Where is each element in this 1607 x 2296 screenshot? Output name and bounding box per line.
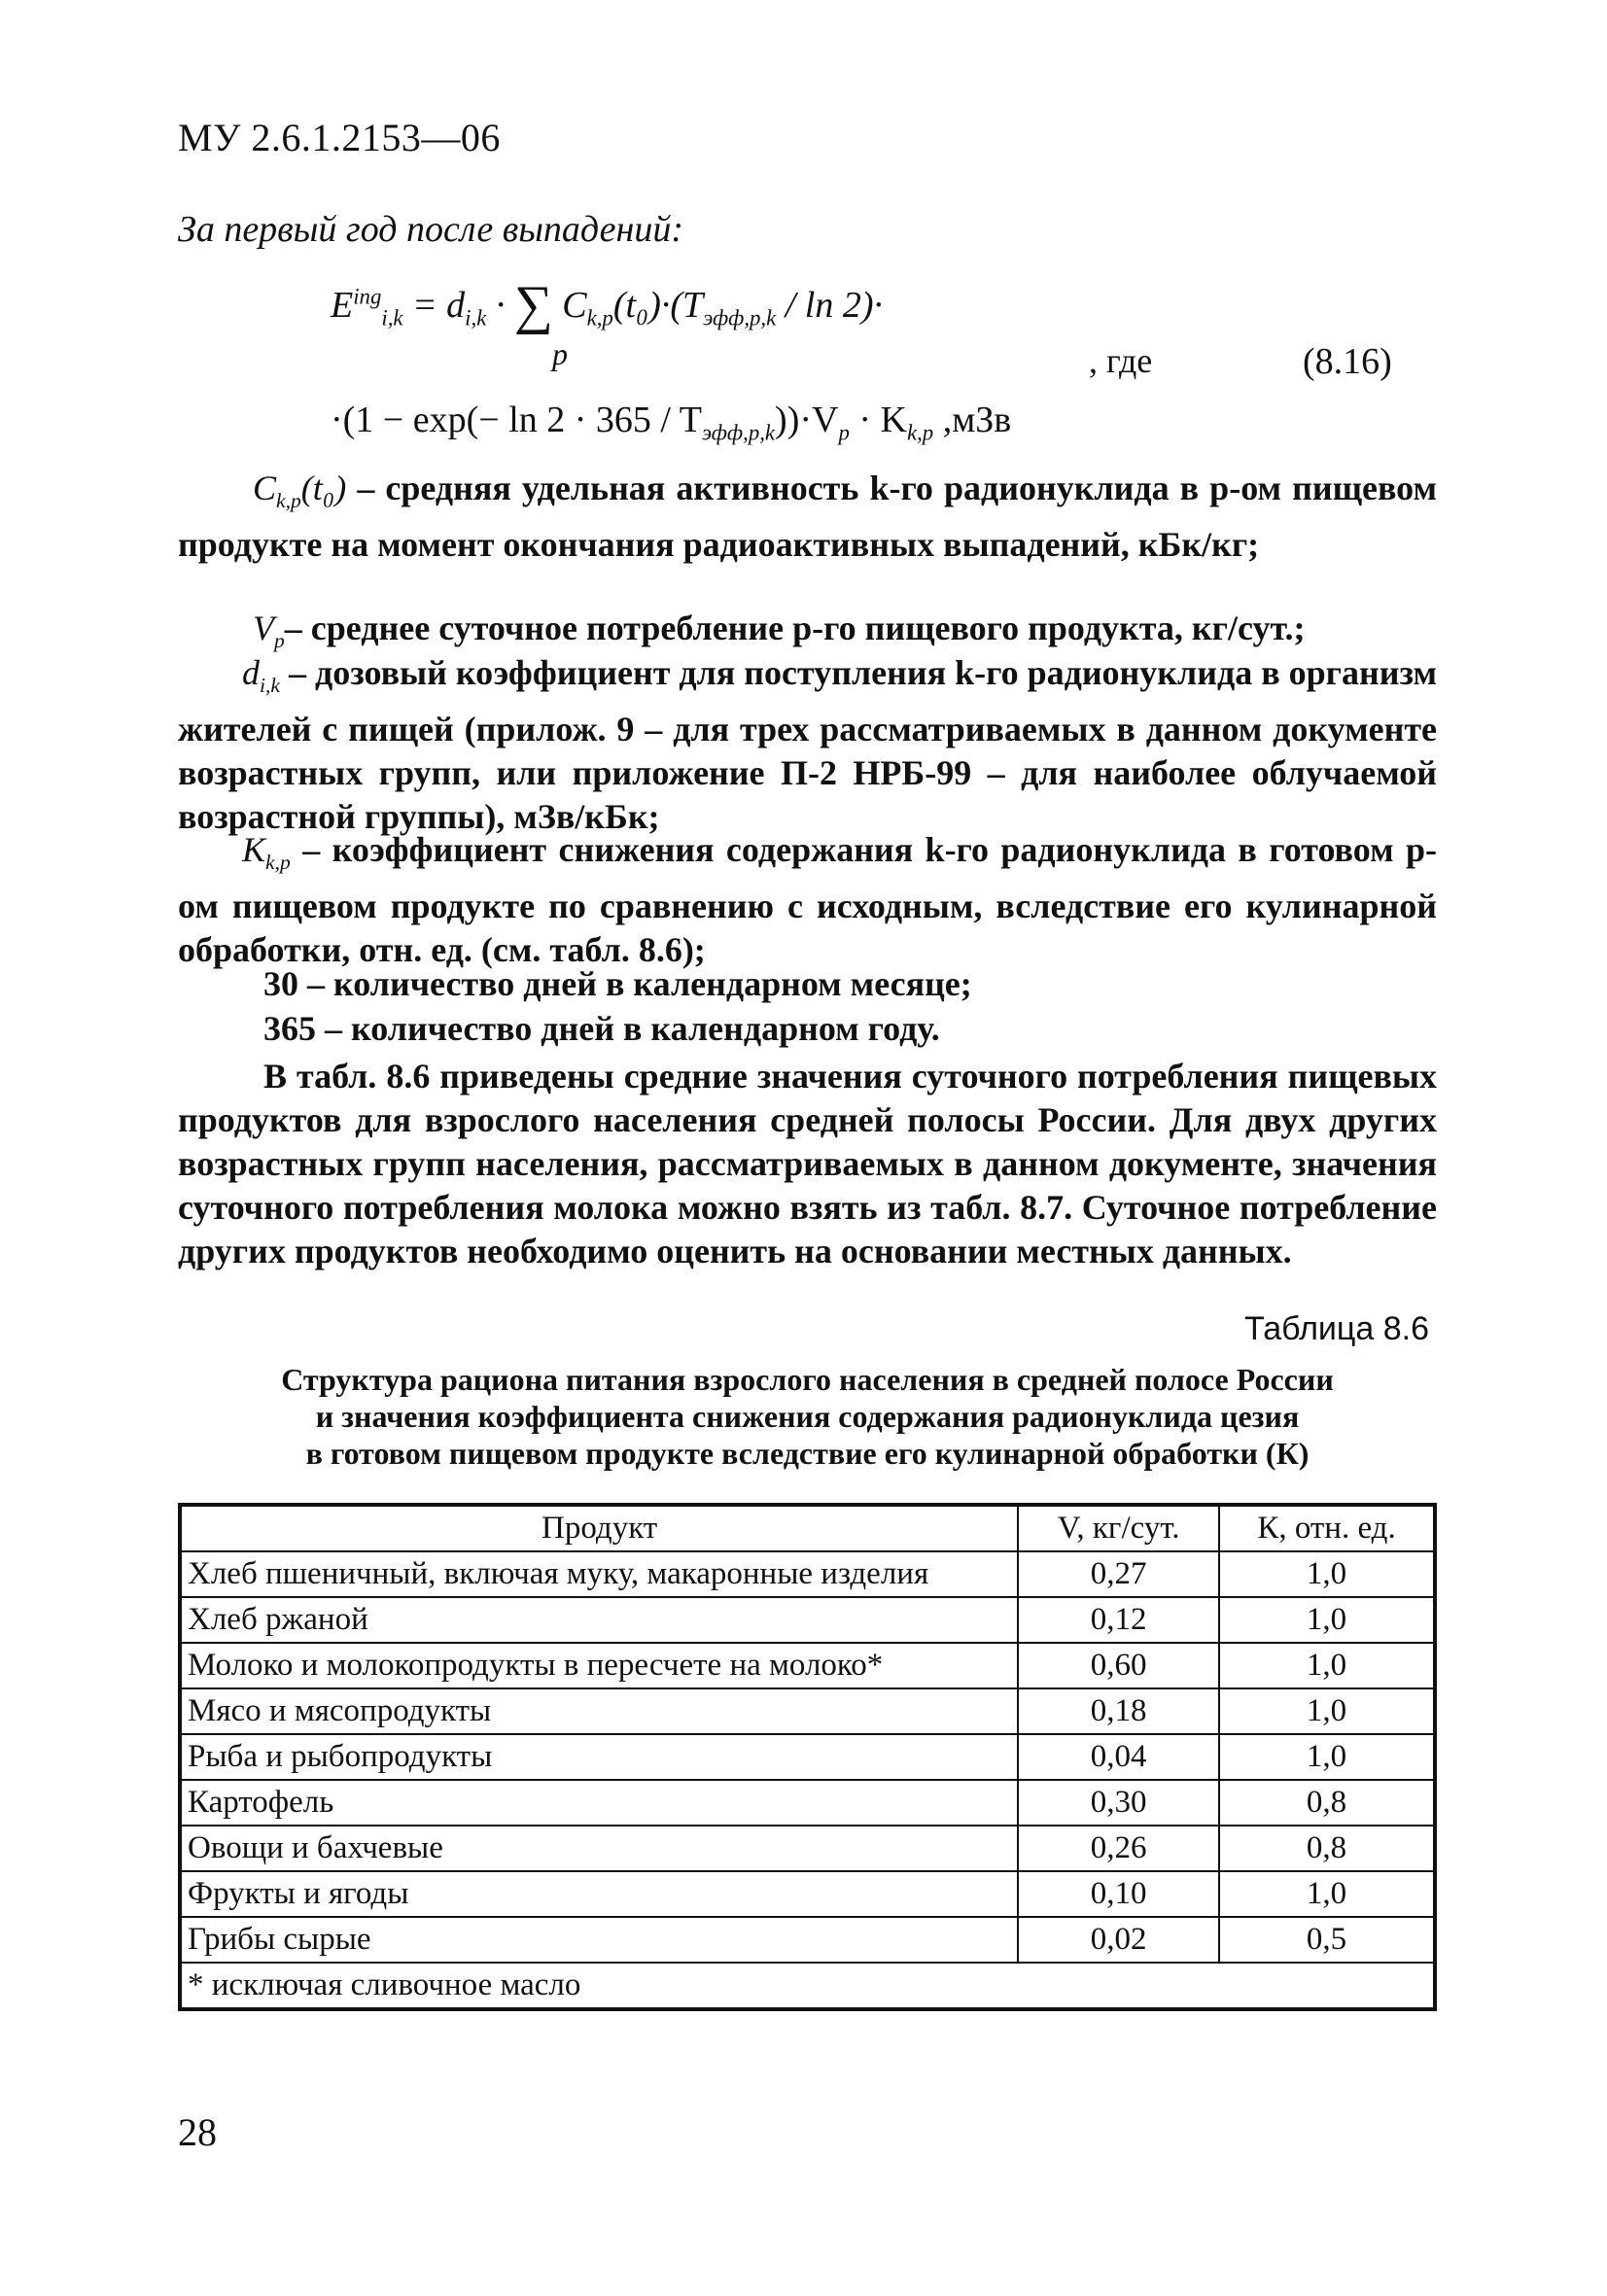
table-caption-line-1: Структура рациона питания взрослого населения в средней полосе России: [281, 1362, 1334, 1397]
formula-line2-teff-sub: эфф,p,k: [702, 420, 776, 445]
cell-product: Мясо и мясопродукты: [180, 1688, 1018, 1734]
formula-lhs-sup: ing: [353, 284, 382, 309]
formula-lhs: E: [331, 285, 354, 326]
formula-line-2: [331, 399, 1011, 446]
formula-teff-sub: эфф,p,k: [703, 305, 777, 330]
definition-k-symbol: K: [242, 830, 266, 869]
cell-k: 1,0: [1219, 1643, 1435, 1688]
cell-product: Грибы сырые: [180, 1917, 1018, 1963]
formula-v: ))·V: [775, 400, 839, 440]
note-days-month: 30 – количество дней в календарном месяце;: [263, 964, 972, 1003]
cell-v: 0,27: [1018, 1551, 1219, 1597]
cell-v: 0,60: [1018, 1643, 1219, 1688]
cell-v: 0,26: [1018, 1826, 1219, 1871]
table-row: [180, 1734, 1435, 1780]
definition-c-sub: k,p: [276, 489, 301, 513]
table-caption: [178, 1361, 1437, 1472]
cell-v: 0,18: [1018, 1688, 1219, 1734]
formula-t0: (t₀)·(T: [612, 285, 704, 326]
table-footnote: * исключая сливочное масло: [180, 1963, 1435, 2009]
table-caption-line-3: в готовом пищевом продукте вследствие его кулинарной обработки (К): [305, 1436, 1310, 1471]
table-footnote-row: [180, 1963, 1435, 2009]
definition-v-text: – среднее суточное потребление p-го пищевого продукта, кг/сут.;: [284, 609, 1306, 647]
formula-exp: ·(1 − exp(− ln 2 · 365 / T: [331, 400, 702, 440]
cell-k: 0,8: [1219, 1780, 1435, 1826]
cell-v: 0,04: [1018, 1734, 1219, 1780]
formula-ln2: / ln 2)·: [785, 285, 884, 326]
header-v: V, кг/сут.: [1018, 1505, 1219, 1551]
definition-c-text: – средняя удельная активность k-го радионуклида в p-ом пищевом продукте на момент окончания радиоактивных выпадений, кБк/кг;: [178, 469, 1437, 565]
formula-d-sub: i,k: [465, 305, 487, 330]
cell-k: 0,8: [1219, 1826, 1435, 1871]
cell-k: 1,0: [1219, 1871, 1435, 1917]
table-header-row: [180, 1505, 1435, 1551]
header-k: К, отн. ед.: [1219, 1505, 1435, 1551]
definition-d-text: – дозовый коэффициент для поступления k-го радионуклида в организм жителей с пищей (прилож. 9 – для трех рассматриваемых в данном документе возрастных групп, или приложение П-2 НРБ-99 – для наиболее облучаемой возрастной группы), мЗв/кБк;: [178, 653, 1437, 837]
formula-where: , где: [1089, 341, 1153, 380]
note-paragraph: В табл. 8.6 приведены средние значения суточного потребления пищевых продуктов для взрослого населения средней полосы России. Для двух других возрастных групп населения, рассматриваемых в данном документе, значения суточного потребления молока можно взять из табл. 8.7. Суточное потребление других продуктов необходимо оценить на основании местных данных.: [178, 1057, 1437, 1270]
cell-product: Хлеб пшеничный, включая муку, макаронные изделия: [180, 1551, 1018, 1597]
table-row: [180, 1597, 1435, 1643]
formula-k-sub: k,p: [906, 420, 934, 445]
diet-table: [178, 1503, 1437, 2011]
formula-unit: ,мЗв: [933, 400, 1012, 440]
table-row: [180, 1871, 1435, 1917]
table-caption-line-2: и значения коэффициента снижения содержания радионуклида цезия: [315, 1399, 1300, 1434]
formula-line-1: [331, 274, 883, 336]
cell-k: 0,5: [1219, 1917, 1435, 1963]
cell-product: Фрукты и ягоды: [180, 1871, 1018, 1917]
formula-k: · K: [849, 400, 907, 440]
sum-icon: ∑: [513, 275, 553, 335]
formula-number: (8.16): [1303, 341, 1392, 382]
formula-eq: = d: [412, 285, 466, 326]
page-number: 28: [178, 2110, 217, 2154]
definition-c-symbol: C: [253, 469, 277, 507]
cell-k: 1,0: [1219, 1734, 1435, 1780]
table-row: [180, 1551, 1435, 1597]
definition-v-symbol: V: [253, 609, 274, 647]
cell-product: Молоко и молокопродукты в пересчете на молоко*: [180, 1643, 1018, 1688]
cell-product: Овощи и бахчевые: [180, 1826, 1018, 1871]
cell-v: 0,12: [1018, 1597, 1219, 1643]
cell-v: 0,02: [1018, 1917, 1219, 1963]
cell-k: 1,0: [1219, 1597, 1435, 1643]
document-code: МУ 2.6.1.2153—06: [178, 116, 501, 159]
note-days-year: 365 – количество дней в календарном году.: [263, 1009, 940, 1048]
formula-v-sub: p: [838, 420, 850, 445]
definition-k-sub: k,p: [265, 851, 291, 875]
formula-c: C: [562, 285, 587, 326]
cell-product: Рыба и рыбопродукты: [180, 1734, 1018, 1780]
table-row: [180, 1917, 1435, 1963]
cell-v: 0,30: [1018, 1780, 1219, 1826]
formula-sum-index: p: [552, 336, 568, 371]
cell-product: Картофель: [180, 1780, 1018, 1826]
table-label: Таблица 8.6: [1243, 1310, 1429, 1347]
definition-k: [178, 828, 1437, 972]
definition-c-extra: (t₀): [300, 469, 347, 507]
cell-product: Хлеб ржаной: [180, 1597, 1018, 1643]
formula-dot: ·: [495, 285, 506, 326]
cell-k: 1,0: [1219, 1688, 1435, 1734]
formula-lhs-sub: i,k: [381, 305, 403, 330]
definition-k-text: – коэффициент снижения содержания k-го радионуклида в готовом p-ом пищевом продукте по сравнению с исходным, вследствие его кулинарной обработки, отн. ед. (см. табл. 8.6);: [178, 830, 1437, 970]
table-row: [180, 1780, 1435, 1826]
cell-v: 0,10: [1018, 1871, 1219, 1917]
formula-intro: За первый год после выпадений:: [178, 209, 683, 250]
definition-d-sub: i,k: [260, 674, 280, 698]
definition-c: [178, 467, 1437, 567]
definition-d-symbol: d: [242, 653, 260, 692]
definition-v-sub: p: [274, 629, 285, 653]
cell-k: 1,0: [1219, 1551, 1435, 1597]
header-product: Продукт: [180, 1505, 1018, 1551]
definition-d: [178, 651, 1437, 839]
table-row: [180, 1688, 1435, 1734]
table-row: [180, 1643, 1435, 1688]
table-row: [180, 1826, 1435, 1871]
formula-c-sub: k,p: [586, 305, 613, 330]
